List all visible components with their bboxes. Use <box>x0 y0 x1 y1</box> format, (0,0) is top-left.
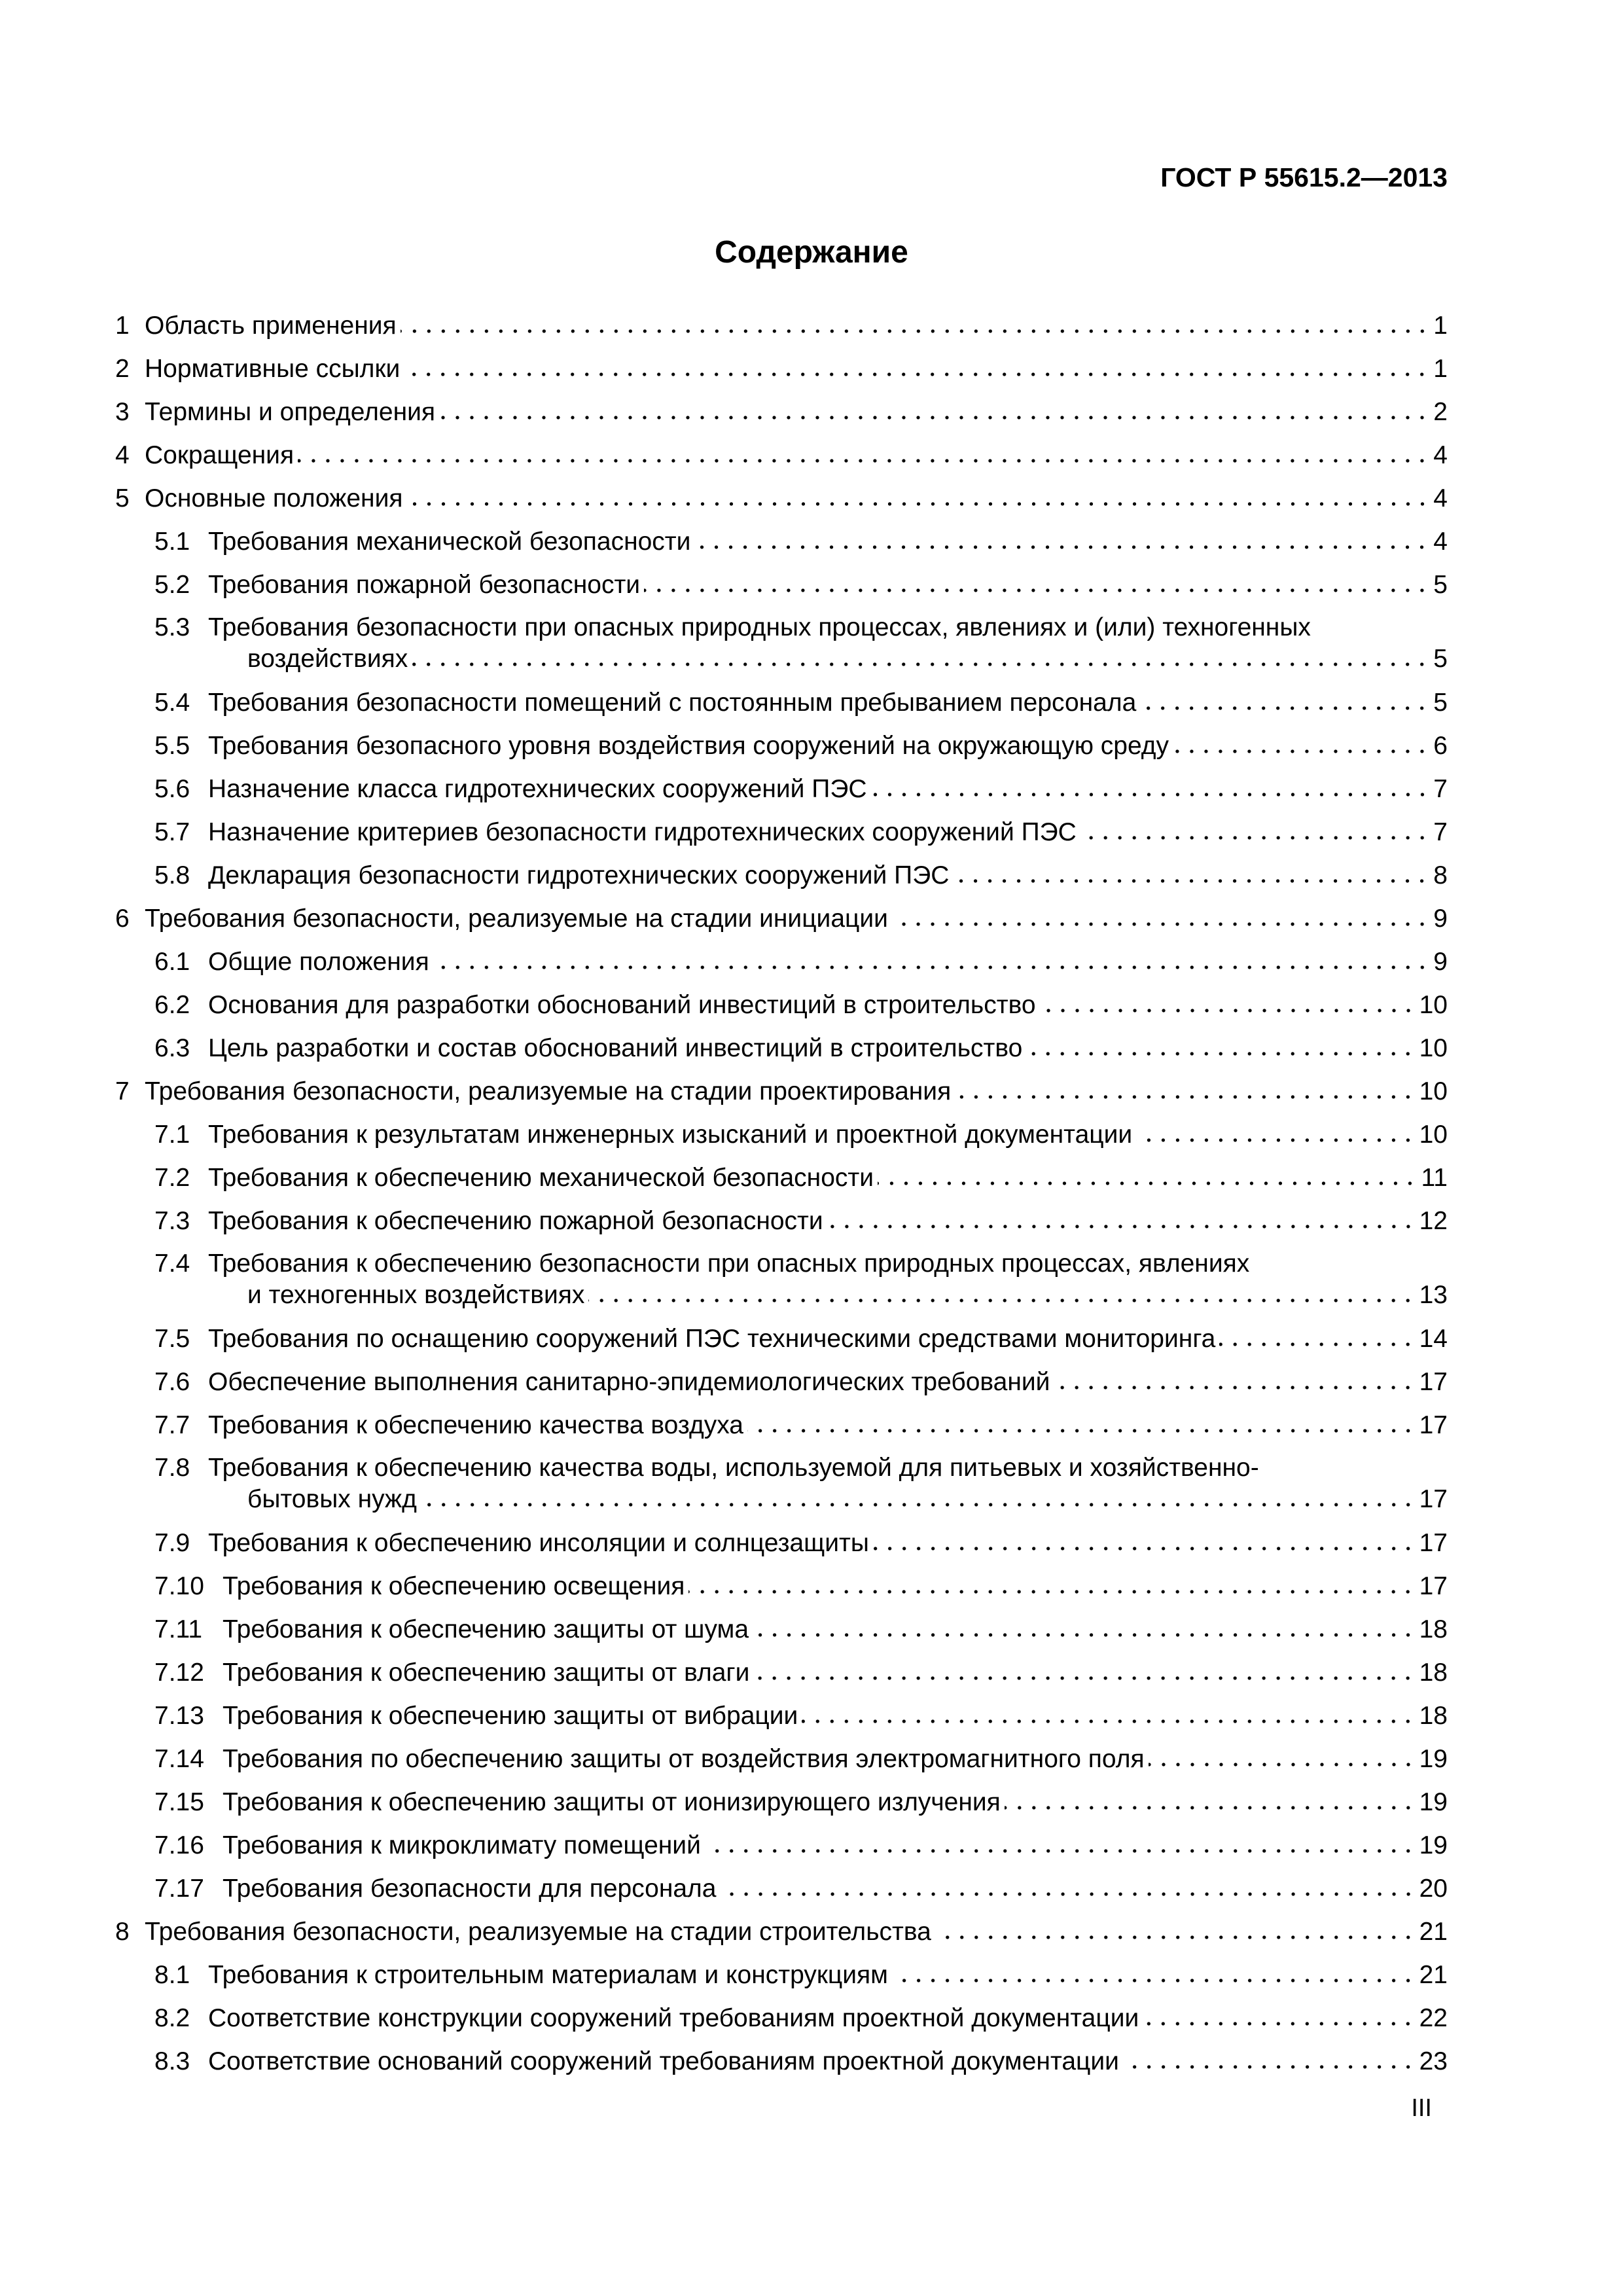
toc-entry-title: Требования к обеспечению инсоляции и солнцезащиты <box>208 1529 869 1557</box>
dot-leader <box>1040 991 1416 1013</box>
toc-subentry[interactable] <box>115 681 1448 725</box>
toc-entry-page: 4 <box>1433 528 1448 556</box>
dot-leader <box>1005 1788 1416 1810</box>
toc-entry-title: Соответствие оснований сооружений требованиям проектной документации <box>208 2047 1119 2075</box>
toc-entry-title: Область применения <box>145 312 397 340</box>
dot-leader <box>1136 1121 1415 1143</box>
dot-leader <box>407 484 1430 507</box>
dot-leader <box>892 905 1429 927</box>
toc-entry-number: 6 <box>115 905 130 933</box>
dot-leader <box>873 1529 1416 1551</box>
toc-entry-title: Требования к обеспечению защиты от шума <box>223 1615 749 1643</box>
toc-subentry[interactable] <box>115 1867 1448 1910</box>
toc-entry-page: 18 <box>1419 1702 1448 1730</box>
toc-subentry[interactable] <box>115 811 1448 854</box>
toc-entry-number: 5.7 <box>154 818 190 846</box>
toc-entry[interactable] <box>115 348 1448 391</box>
toc-entry-title: Требования по обеспечению защиты от воздействия электромагнитного поля <box>223 1745 1145 1773</box>
toc-entry-number: 5.4 <box>154 689 190 717</box>
toc-entry-number: 5.2 <box>154 571 190 599</box>
toc-entry-number: 6.1 <box>154 948 190 976</box>
toc-entry-page: 4 <box>1433 484 1448 512</box>
toc-entry-number: 8 <box>115 1918 130 1946</box>
toc-entry-title: Требования к обеспечению безопасности при опасных природных процессах, явлениях <box>208 1249 1250 1278</box>
toc-entry-number: 7.10 <box>154 1572 204 1600</box>
toc-subentry[interactable] <box>115 1243 1448 1318</box>
toc-entry-title: Основания для разработки обоснований инвестиций в строительство <box>208 991 1036 1019</box>
toc-entry-number: 3 <box>115 398 130 426</box>
toc-entry-page: 13 <box>1419 1281 1448 1309</box>
dot-leader <box>1143 2004 1415 2026</box>
toc-entry-number: 7.6 <box>154 1368 190 1396</box>
toc-subentry[interactable] <box>115 1404 1448 1447</box>
dot-leader <box>412 645 1429 667</box>
toc-entry-number: 7.16 <box>154 1831 204 1859</box>
dot-leader <box>404 355 1429 377</box>
toc-entry[interactable] <box>115 1070 1448 1113</box>
toc-entry-page: 19 <box>1419 1831 1448 1859</box>
dot-leader <box>688 1572 1415 1594</box>
toc-subentry[interactable] <box>115 1695 1448 1738</box>
toc-entry-title: Требования безопасности, реализуемые на стадии инициации <box>145 905 888 933</box>
toc-subentry[interactable] <box>115 1200 1448 1243</box>
toc-subentry[interactable] <box>115 1157 1448 1200</box>
dot-leader <box>1054 1368 1415 1390</box>
toc-entry-title: Требования к обеспечению пожарной безопасности <box>208 1207 823 1235</box>
toc-entry-number: 5.8 <box>154 861 190 889</box>
toc-entry[interactable] <box>115 434 1448 477</box>
toc-entry-page: 10 <box>1419 1121 1448 1149</box>
toc-entry-page: 10 <box>1419 991 1448 1019</box>
toc-entry-page: 5 <box>1433 571 1448 599</box>
toc-subentry[interactable] <box>115 607 1448 681</box>
dot-leader <box>1173 732 1429 754</box>
toc-subentry[interactable] <box>115 725 1448 768</box>
toc-entry-title: Требования безопасности при опасных природных процессах, явлениях и (или) техногенных <box>208 613 1311 641</box>
toc-subentry[interactable] <box>115 1824 1448 1867</box>
toc-entry-title: Требования к обеспечению качества воды, используемой для питьевых и хозяйственно- <box>208 1454 1259 1482</box>
toc-entry-page: 7 <box>1433 775 1448 803</box>
toc-entry[interactable] <box>115 477 1448 520</box>
toc-subentry[interactable] <box>115 1447 1448 1522</box>
toc-entry-page: 10 <box>1419 1034 1448 1062</box>
toc-entry-page: 12 <box>1419 1207 1448 1235</box>
toc-entry-title: Сокращения <box>145 441 294 469</box>
toc-subentry[interactable] <box>115 520 1448 564</box>
toc-entry-title: Требования безопасности для персонала <box>223 1874 717 1903</box>
toc-entry-title: Назначение критериев безопасности гидротехнических сооружений ПЭС <box>208 818 1077 846</box>
toc-entry-page: 23 <box>1419 2047 1448 2075</box>
toc-entry-number: 6.3 <box>154 1034 190 1062</box>
toc-entry-number: 7.15 <box>154 1788 204 1816</box>
dot-leader <box>1026 1034 1415 1056</box>
dot-leader <box>953 861 1429 884</box>
toc-entry-title: Требования к обеспечению качества воздуха <box>208 1411 743 1439</box>
toc-entry-title: Соответствие конструкции сооружений требованиям проектной документации <box>208 2004 1139 2032</box>
dot-leader <box>588 1281 1415 1303</box>
toc-entry-title: Назначение класса гидротехнических сооружений ПЭС <box>208 775 867 803</box>
toc-subentry[interactable] <box>115 768 1448 811</box>
dot-leader <box>644 571 1429 593</box>
toc-entry-title: Требования безопасности, реализуемые на стадии проектирования <box>145 1077 952 1105</box>
toc-entry-number: 7.17 <box>154 1874 204 1903</box>
dot-leader <box>1080 818 1429 840</box>
toc-entry-page: 5 <box>1433 645 1448 673</box>
toc-entry-title: Требования безопасности помещений с постоянным пребыванием персонала <box>208 689 1137 717</box>
toc-entry-page: 11 <box>1421 1164 1448 1192</box>
toc-entry-number: 8.1 <box>154 1961 190 1989</box>
toc-entry-title: Требования пожарной безопасности <box>208 571 641 599</box>
toc-subentry[interactable] <box>115 941 1448 984</box>
dot-leader <box>802 1702 1415 1724</box>
dot-leader <box>433 948 1429 970</box>
toc-entry-number: 4 <box>115 441 130 469</box>
toc-entry-page: 4 <box>1433 441 1448 469</box>
toc-subentry[interactable] <box>115 1522 1448 1565</box>
toc-entry-title-continuation: бытовых нужд <box>247 1485 417 1513</box>
toc-entry-title: Требования к микроклимату помещений <box>223 1831 701 1859</box>
toc-entry-page: 6 <box>1433 732 1448 760</box>
toc-subentry[interactable] <box>115 854 1448 897</box>
toc-entry-title: Требования к строительным материалам и конструкциям <box>208 1961 888 1989</box>
toc-entry-title: Требования к обеспечению защиты от вибрации <box>223 1702 798 1730</box>
toc-entry-title-continuation: и техногенных воздействиях <box>247 1281 585 1309</box>
toc-entry-title: Требования к обеспечению защиты от ионизирующего излучения <box>223 1788 1001 1816</box>
toc-entry-title: Термины и определения <box>145 398 436 426</box>
dot-leader <box>439 398 1429 420</box>
toc-entry-number: 7.13 <box>154 1702 204 1730</box>
table-of-contents <box>115 304 1448 2083</box>
toc-entry-number: 1 <box>115 312 130 340</box>
toc-entry-number: 7.11 <box>154 1615 203 1643</box>
toc-subentry[interactable] <box>115 1361 1448 1404</box>
toc-entry-title: Общие положения <box>208 948 429 976</box>
toc-entry-page: 17 <box>1419 1485 1448 1513</box>
toc-entry-page: 17 <box>1419 1529 1448 1557</box>
toc-entry-page: 1 <box>1433 355 1448 383</box>
toc-entry-title-continuation: воздействиях <box>247 645 408 673</box>
dot-leader <box>955 1077 1415 1100</box>
toc-subentry[interactable] <box>115 1954 1448 1997</box>
toc-entry-page: 17 <box>1419 1411 1448 1439</box>
dot-leader <box>421 1485 1416 1507</box>
toc-subentry[interactable] <box>115 1997 1448 2040</box>
toc-subentry[interactable] <box>115 1113 1448 1157</box>
toc-subentry[interactable] <box>115 564 1448 607</box>
dot-leader <box>1149 1745 1416 1767</box>
toc-subentry[interactable] <box>115 1318 1448 1361</box>
toc-subentry[interactable] <box>115 1651 1448 1695</box>
toc-subentry[interactable] <box>115 1738 1448 1781</box>
dot-leader <box>827 1207 1416 1229</box>
toc-subentry[interactable] <box>115 1565 1448 1608</box>
dot-leader <box>753 1615 1416 1638</box>
toc-entry-title: Требования к обеспечению защиты от влаги <box>223 1659 750 1687</box>
toc-entry-number: 7.3 <box>154 1207 190 1235</box>
dot-leader <box>694 528 1429 550</box>
dot-leader <box>721 1874 1416 1897</box>
dot-leader <box>1140 689 1429 711</box>
dot-leader <box>747 1411 1416 1433</box>
toc-title: Содержание <box>715 235 908 270</box>
toc-entry-page: 19 <box>1419 1745 1448 1773</box>
toc-entry[interactable] <box>115 304 1448 348</box>
toc-subentry[interactable] <box>115 1608 1448 1651</box>
toc-entry-page: 9 <box>1433 948 1448 976</box>
toc-entry-page: 8 <box>1433 861 1448 889</box>
dot-leader <box>753 1659 1415 1681</box>
toc-entry-page: 14 <box>1419 1325 1448 1353</box>
toc-entry-number: 7.9 <box>154 1529 190 1557</box>
toc-entry-title: Требования к результатам инженерных изысканий и проектной документации <box>208 1121 1133 1149</box>
dot-leader <box>935 1918 1416 1940</box>
toc-entry-page: 2 <box>1433 398 1448 426</box>
toc-entry-title: Требования к обеспечению освещения <box>223 1572 685 1600</box>
toc-entry-page: 17 <box>1419 1572 1448 1600</box>
toc-entry-page: 7 <box>1433 818 1448 846</box>
toc-entry[interactable] <box>115 1910 1448 1954</box>
dot-leader <box>705 1831 1416 1854</box>
toc-subentry[interactable] <box>115 984 1448 1027</box>
toc-entry-number: 7.1 <box>154 1121 190 1149</box>
toc-entry-title: Требования к обеспечению механической безопасности <box>208 1164 874 1192</box>
toc-entry-number: 7.2 <box>154 1164 190 1192</box>
toc-entry-title: Требования по оснащению сооружений ПЭС техническими средствами мониторинга <box>208 1325 1216 1353</box>
dot-leader <box>878 1164 1417 1186</box>
dot-leader <box>892 1961 1416 1983</box>
toc-entry-title: Декларация безопасности гидротехнических сооружений ПЭС <box>208 861 950 889</box>
toc-entry-number: 7.8 <box>154 1454 190 1482</box>
toc-entry-page: 10 <box>1419 1077 1448 1105</box>
document-code: ГОСТ Р 55615.2—2013 <box>1160 162 1448 192</box>
dot-leader <box>1219 1325 1415 1347</box>
toc-entry-number: 5.3 <box>154 613 190 641</box>
toc-entry-title: Требования безопасного уровня воздействия сооружений на окружающую среду <box>208 732 1169 760</box>
toc-entry-number: 5.5 <box>154 732 190 760</box>
toc-entry-page: 19 <box>1419 1788 1448 1816</box>
toc-entry-page: 9 <box>1433 905 1448 933</box>
toc-entry[interactable] <box>115 897 1448 941</box>
toc-entry-number: 7.7 <box>154 1411 190 1439</box>
toc-subentry[interactable] <box>115 1781 1448 1824</box>
toc-entry-title: Цель разработки и состав обоснований инвестиций в строительство <box>208 1034 1023 1062</box>
toc-entry-title: Обеспечение выполнения санитарно-эпидемиологических требований <box>208 1368 1050 1396</box>
toc-entry-page: 5 <box>1433 689 1448 717</box>
toc-entry[interactable] <box>115 391 1448 434</box>
toc-entry-number: 7 <box>115 1077 130 1105</box>
toc-entry-number: 7.5 <box>154 1325 190 1353</box>
toc-entry-page: 18 <box>1419 1659 1448 1687</box>
toc-entry-page: 18 <box>1419 1615 1448 1643</box>
toc-entry-title: Требования безопасности, реализуемые на стадии строительства <box>145 1918 931 1946</box>
toc-entry-number: 5 <box>115 484 130 512</box>
toc-entry-number: 7.14 <box>154 1745 204 1773</box>
toc-entry-title: Нормативные ссылки <box>145 355 401 383</box>
toc-entry-page: 21 <box>1419 1918 1448 1946</box>
dot-leader <box>298 441 1429 463</box>
toc-entry-title: Требования механической безопасности <box>208 528 691 556</box>
page-number: III <box>1411 2094 1432 2122</box>
toc-entry-page: 1 <box>1433 312 1448 340</box>
dot-leader <box>401 312 1429 334</box>
toc-subentry[interactable] <box>115 2040 1448 2083</box>
toc-entry-page: 21 <box>1419 1961 1448 1989</box>
toc-entry-page: 20 <box>1419 1874 1448 1903</box>
toc-entry-number: 8.3 <box>154 2047 190 2075</box>
toc-entry-number: 7.4 <box>154 1249 190 1278</box>
toc-entry-title: Основные положения <box>145 484 403 512</box>
toc-entry-number: 6.2 <box>154 991 190 1019</box>
dot-leader <box>1123 2047 1416 2070</box>
toc-entry-number: 8.2 <box>154 2004 190 2032</box>
toc-subentry[interactable] <box>115 1027 1448 1070</box>
toc-entry-number: 5.1 <box>154 528 190 556</box>
toc-entry-page: 17 <box>1419 1368 1448 1396</box>
toc-entry-number: 5.6 <box>154 775 190 803</box>
dot-leader <box>871 775 1429 797</box>
toc-entry-number: 2 <box>115 355 130 383</box>
toc-entry-page: 22 <box>1419 2004 1448 2032</box>
toc-entry-number: 7.12 <box>154 1659 204 1687</box>
